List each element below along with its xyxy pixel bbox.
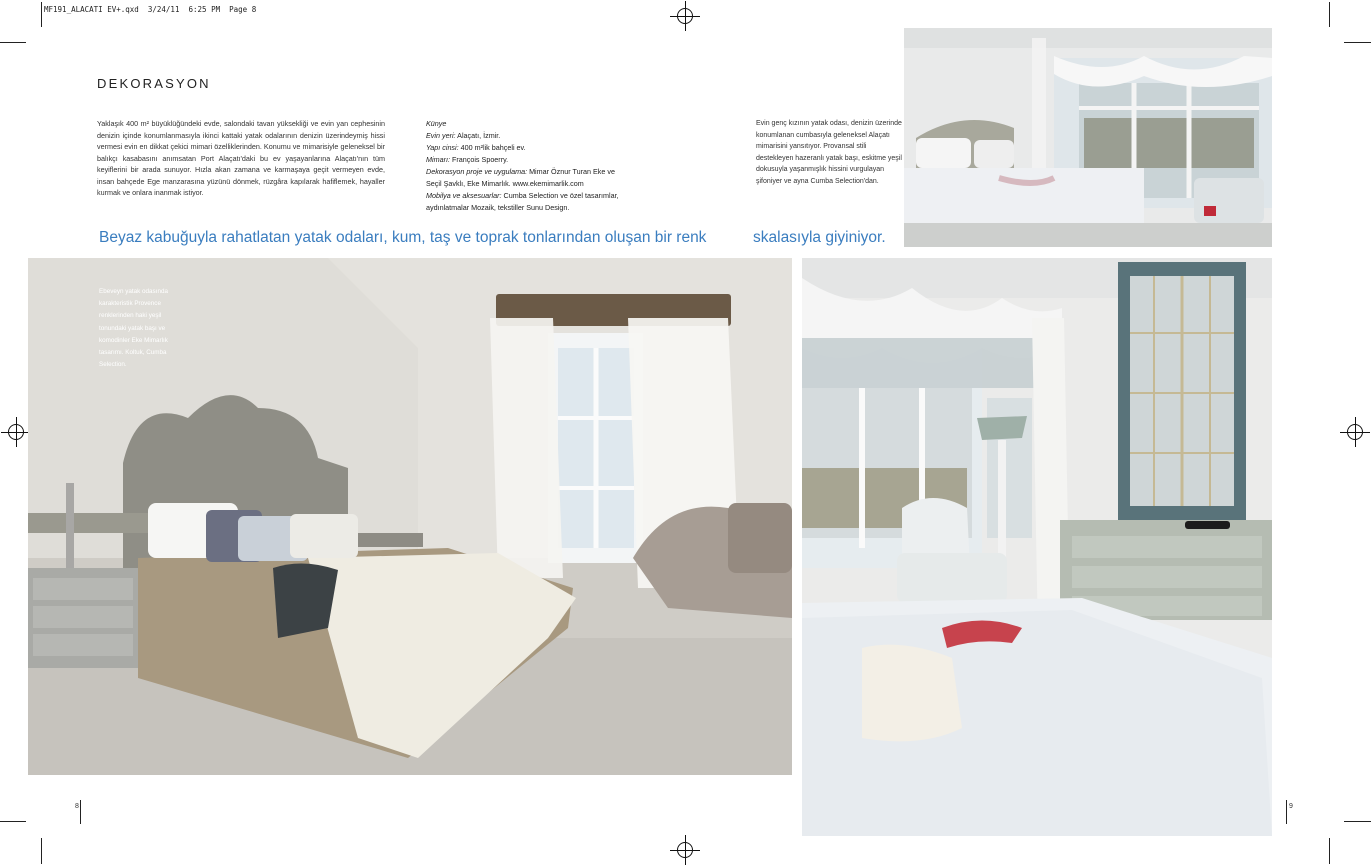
caption-master-bedroom: Ebeveyn yatak odasında karakteristik Provence renklerinden haki yeşil tonundaki yatak başı ve komodinler Eke Mimarlık tasarımı. Koltuk, Cumba Selection.: [99, 288, 168, 369]
headline-part-1: Beyaz kabuğuyla rahatlatan yatak odaları, kum, taş ve toprak tonlarından oluşan bir renk: [99, 229, 707, 246]
credits-value: 400 m²lik bahçeli ev.: [458, 143, 526, 152]
credits-label: Evin yeri:: [426, 131, 456, 140]
registration-mark-left: [8, 424, 24, 440]
credits-line: [426, 154, 626, 166]
caption-top-right: Evin genç kızının yatak odası, denizin üzerinde konumlanan cumbasıyla geleneksel Alaçatı mimarisini yansıtıyor. Provansal stili destekleyen hazeranlı yatak başı, eskitme yeşil dokusuyla yaşanmışlık hissini vurgulayan şifoniyer ve ayna Cumba Selection'dan.: [756, 120, 902, 185]
crop-mark: [1329, 2, 1330, 27]
credits-heading: Künye: [426, 119, 447, 128]
credits-label: Mimarı:: [426, 155, 450, 164]
credits-line: [426, 190, 626, 214]
section-title: DEKORASYON: [97, 76, 211, 91]
crop-mark: [80, 800, 81, 824]
credits-box: [426, 118, 626, 214]
registration-mark-right: [1347, 424, 1363, 440]
crop-mark: [41, 838, 42, 864]
credits-label: Yapı cinsi:: [426, 143, 459, 152]
crop-mark: [41, 2, 42, 27]
credits-label: Dekorasyon proje ve uygulama:: [426, 167, 528, 176]
credits-line: [426, 166, 626, 190]
crop-mark: [0, 42, 26, 43]
crop-mark: [1344, 42, 1371, 43]
registration-mark-bottom: [677, 842, 693, 858]
headline-part-2: skalasıyla giyiniyor.: [753, 229, 886, 246]
credits-value: Alaçatı, İzmir.: [455, 131, 501, 140]
page-number-right: 9: [1289, 803, 1293, 810]
photo-girls-bedroom-detail: [802, 258, 1272, 836]
credits-label: Mobilya ve aksesuarlar:: [426, 191, 502, 200]
credits-line: [426, 130, 626, 142]
crop-mark: [1329, 838, 1330, 864]
credits-value: François Spoerry.: [449, 155, 509, 164]
registration-mark-top: [677, 8, 693, 24]
photo-girls-bedroom: [904, 28, 1272, 247]
credits-value: Cumba Selection ve özel tasarımlar, aydınlatmalar Mozaik, tekstiller Sunu Design.: [426, 191, 619, 212]
credits-value: Mimar Öznur Turan Eke ve Seçil Şavklı, Eke Mimarlık. www.ekemimarlik.com: [426, 167, 615, 188]
crop-mark: [0, 821, 26, 822]
credits-line: [426, 142, 626, 154]
crop-mark: [1344, 821, 1371, 822]
article-body: Yaklaşık 400 m² büyüklüğündeki evde, salondaki tavan yüksekliği ve evin yan cephesinin denizin içinde konumlanmasıyla ikinci kattaki yatak odalarının denizin üzerindeymiş hissi vermesi evin en dikkat çekici mimari özelliklerinden. Konumu ve mimarisiyle geleneksel bir balıkçı kasabasını anımsatan Port Alaçatı'daki bu ev yaşayanlarına Alaçatı'nın tüm keyiflerini bir arada sunuyor. Hızla akan zamana ve karmaşaya geçit vermeyen evde, insan bahçede Ege manzarasına yüzünü dönmek, rüzgâra kapılarak hafiflemek, hayaller kurmak ve onlara inanmak istiyor.: [97, 119, 385, 197]
crop-mark: [1286, 800, 1287, 824]
page-number-left: 8: [75, 803, 79, 810]
file-slug: MF191_ALACATI EV+.qxd 3/24/11 6:25 PM Page 8: [44, 5, 257, 14]
